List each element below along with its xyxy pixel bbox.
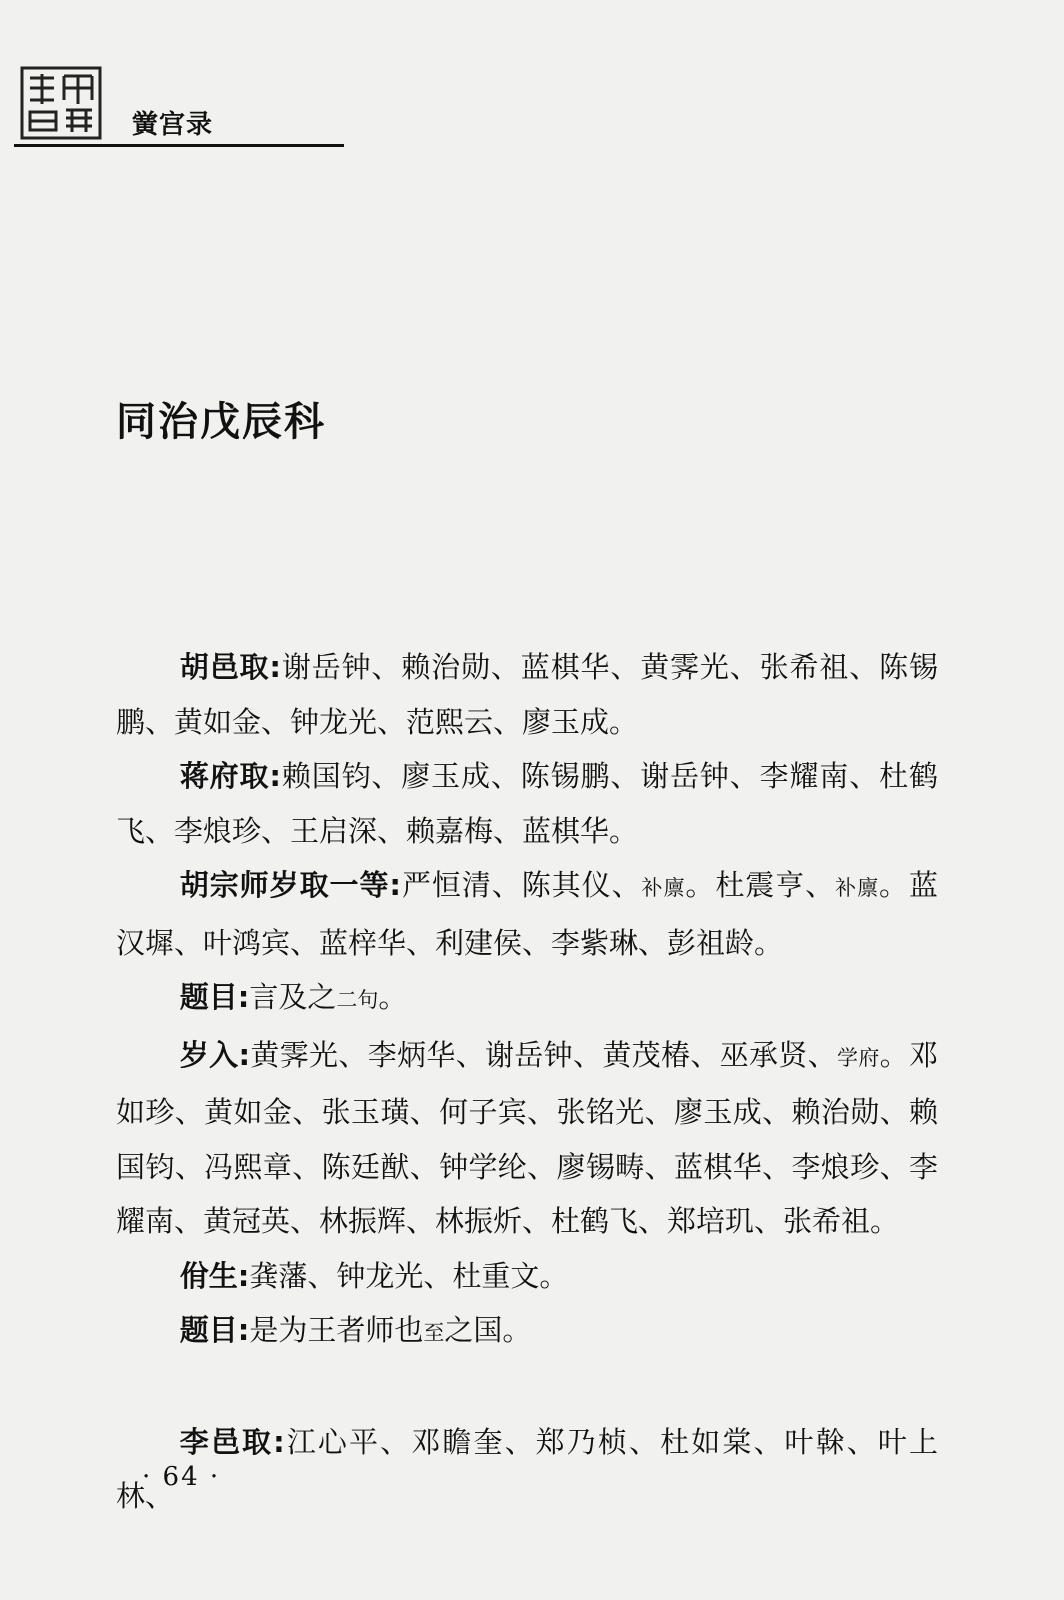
paragraph-label: 佾生:: [179, 1258, 250, 1293]
small-note: 补廪: [835, 876, 880, 900]
chapter-title: 同治戊辰科: [116, 399, 326, 445]
paragraph-hu-zongshi: [116, 858, 938, 970]
paragraph-label: 蒋府取:: [179, 759, 281, 793]
paragraph-text: 言及之: [249, 980, 337, 1014]
paragraph-hu-yi: [116, 640, 938, 749]
paragraph-text: 严恒清、陈其仪、: [401, 868, 642, 902]
paragraph-jiang-fu: [116, 749, 938, 858]
paragraph-text: 江心平、邓瞻奎、郑乃桢、杜如棠、叶榦、叶上林、: [116, 1424, 938, 1513]
paragraph-text: 之国。: [444, 1313, 532, 1347]
body-text: [116, 640, 938, 1524]
paragraph-label: 题目:: [179, 980, 250, 1014]
running-title: 黉宫录: [132, 110, 214, 140]
paragraph-li-yi: [116, 1415, 938, 1524]
small-note: 学府: [836, 1045, 880, 1070]
paragraph-label: 胡宗师岁取一等:: [179, 868, 402, 902]
paragraph-text: 是为王者师也: [249, 1313, 424, 1347]
paragraph-label: 题目:: [179, 1313, 250, 1347]
header-rule: [14, 144, 344, 147]
small-note: 至: [423, 1321, 445, 1345]
paragraph-timu-1: [116, 970, 938, 1028]
paragraph-text: 谢岳钟、赖治勋、蓝棋华、黄霁光、张希祖、陈锡鹏、黄如金、钟龙光、范熙云、廖玉成。: [116, 650, 938, 739]
paragraph-text: 。杜震亨、: [685, 868, 836, 902]
page-header: [14, 58, 344, 150]
section-gap: [116, 1361, 938, 1415]
paragraph-text: 。蓝汉墀、叶鸿宾、蓝梓华、利建侯、李紫琳、彭祖龄。: [116, 868, 938, 960]
paragraph-label: 岁入:: [179, 1037, 251, 1072]
paragraph-text: 。邓如珍、黄如金、张玉璜、何子宾、张铭光、廖玉成、赖治勋、赖国钧、冯熙章、陈廷猷、钟学纶、廖锡畴、蓝棋华、李烺珍、李耀南、黄冠英、林振辉、林振炘、杜鹤飞、郑培玑、张希祖。: [116, 1037, 938, 1238]
paragraph-text: 龚藩、钟龙光、杜重文。: [249, 1258, 569, 1293]
paragraph-text: 赖国钧、廖玉成、陈锡鹏、谢岳钟、李耀南、杜鹤飞、李烺珍、王启深、赖嘉梅、蓝棋华。: [116, 759, 938, 848]
paragraph-timu-2: [116, 1303, 938, 1361]
paragraph-yisheng: [116, 1249, 938, 1304]
page-number: · 64 ·: [142, 1462, 221, 1492]
paragraph-suiru: [116, 1028, 938, 1249]
small-note: 二句: [336, 988, 379, 1012]
paragraph-text: 黄霁光、李炳华、谢岳钟、黄茂椿、巫承贤、: [250, 1037, 837, 1072]
paragraph-label: 李邑取:: [179, 1424, 285, 1459]
small-note: 补廪: [641, 876, 686, 900]
paragraph-text: 。: [378, 980, 408, 1014]
paragraph-label: 胡邑取:: [179, 650, 281, 684]
seal-logo-icon: [20, 66, 102, 140]
